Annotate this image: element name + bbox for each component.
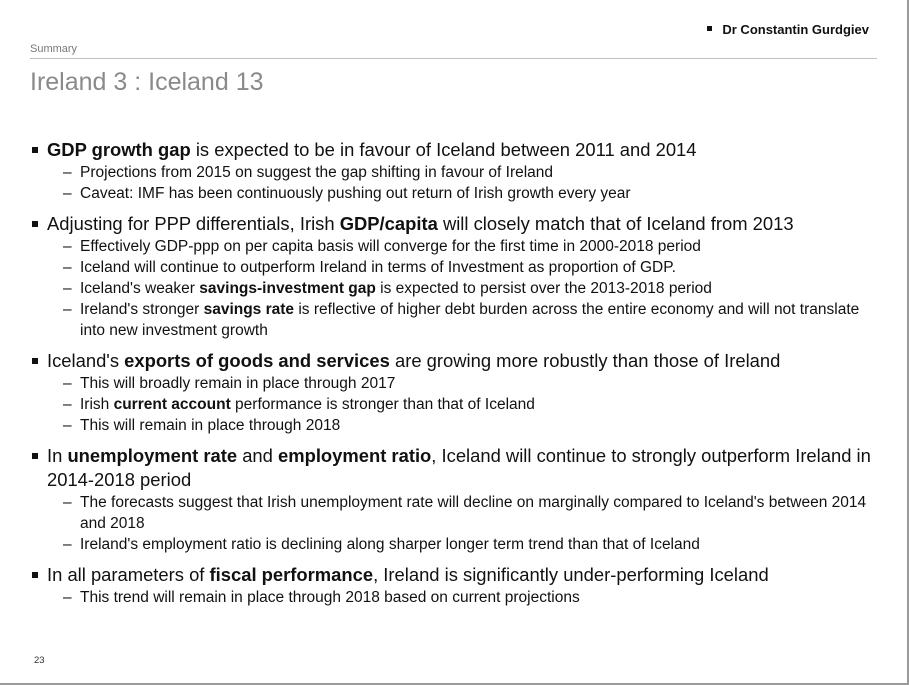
sub-bullet-text: [80, 394, 880, 415]
text-run: , Iceland will continue to strongly outperform Ireland in 2014-2018 period: [47, 445, 871, 490]
dash-bullet-icon: –: [63, 494, 72, 511]
text-run: This will remain in place through 2018: [80, 417, 341, 434]
bold-text: GDP growth gap: [47, 139, 191, 160]
sub-bullet-text: [80, 299, 880, 341]
sub-bullet-item: [30, 394, 880, 415]
dash-bullet-icon: –: [63, 375, 72, 392]
square-bullet-icon: [30, 349, 47, 373]
sub-bullet-item: [30, 534, 880, 555]
dash-bullet-icon: –: [63, 396, 72, 413]
sub-bullet-text: [80, 162, 880, 183]
dash-bullet-icon: –: [63, 185, 72, 202]
sub-bullet-list: [30, 492, 880, 555]
text-run: will closely match that of Iceland from 2013: [437, 213, 794, 234]
square-bullet-icon: [707, 26, 712, 31]
bullet-item: [30, 563, 880, 587]
sub-bullet-item: [30, 373, 880, 394]
sub-bullet-item: [30, 415, 880, 436]
sub-bullet-text: [80, 415, 880, 436]
square-bullet-icon: [30, 563, 47, 587]
bold-text: fiscal performance: [209, 564, 374, 585]
sub-bullet-list: [30, 373, 880, 436]
dash-bullet-icon: –: [63, 301, 72, 318]
text-run: Adjusting for PPP differentials, Irish: [47, 213, 340, 234]
text-run: Iceland's: [47, 350, 125, 371]
slide-title: Ireland 3 : Iceland 13: [30, 68, 264, 96]
sub-bullet-item: [30, 587, 880, 608]
dash-bullet-icon: –: [63, 280, 72, 297]
text-run: performance is stronger than that of Iceland: [230, 396, 535, 413]
author-label: [707, 22, 869, 37]
text-run: The forecasts suggest that Irish unemployment rate will decline on marginally compared to Iceland's between 2014 and 2018: [80, 494, 867, 532]
bullet-list: [30, 138, 880, 616]
sub-bullet-text: [80, 236, 880, 257]
square-bullet-icon: [30, 444, 47, 492]
sub-bullet-item: [30, 299, 880, 341]
dash-bullet-icon: –: [63, 259, 72, 276]
text-run: In all parameters of: [47, 564, 210, 585]
bullet-text: [47, 563, 880, 587]
sub-bullet-item: [30, 278, 880, 299]
dash-bullet-icon: –: [63, 164, 72, 181]
sub-bullet-text: [80, 183, 880, 204]
text-run: Projections from 2015 on suggest the gap shifting in favour of Ireland: [80, 164, 554, 181]
text-run: are growing more robustly than those of Ireland: [389, 350, 781, 371]
bold-text: GDP/capita: [339, 213, 438, 234]
text-run: is reflective of higher debt burden across the entire economy and will not translate into new investment growth: [80, 301, 860, 339]
header-divider: [30, 58, 877, 59]
text-run: In: [47, 445, 68, 466]
sub-bullet-text: [80, 373, 880, 394]
sub-bullet-list: [30, 162, 880, 204]
sub-bullet-text: [80, 534, 880, 555]
dash-bullet-icon: –: [63, 417, 72, 434]
dash-bullet-icon: –: [63, 536, 72, 553]
bullet-item: [30, 444, 880, 492]
bold-text: unemployment rate: [67, 445, 238, 466]
bullet-text: [47, 444, 880, 492]
bold-text: employment ratio: [278, 445, 432, 466]
bold-text: savings-investment gap: [199, 280, 376, 297]
text-run: Ireland's stronger: [80, 301, 204, 318]
sub-bullet-list: [30, 236, 880, 341]
bullet-text: [47, 138, 880, 162]
bullet-item: [30, 212, 880, 236]
page-number: 23: [34, 655, 45, 666]
text-run: Caveat: IMF has been continuously pushing out return of Irish growth every year: [80, 185, 631, 202]
bold-text: savings rate: [203, 301, 295, 318]
text-run: Effectively GDP-ppp on per capita basis will converge for the first time in 2000-2018 period: [80, 238, 701, 255]
bold-text: exports of goods and services: [124, 350, 390, 371]
sub-bullet-item: [30, 236, 880, 257]
text-run: This will broadly remain in place through 2017: [80, 375, 396, 392]
text-run: and: [237, 445, 278, 466]
sub-bullet-item: [30, 162, 880, 183]
author-name: Dr Constantin Gurdgiev: [722, 22, 869, 37]
sub-bullet-item: [30, 492, 880, 534]
bullet-item: [30, 138, 880, 162]
square-bullet-icon: [30, 212, 47, 236]
bullet-text: [47, 349, 880, 373]
text-run: Iceland's weaker: [80, 280, 200, 297]
sub-bullet-text: [80, 278, 880, 299]
bold-text: current account: [113, 396, 231, 413]
dash-bullet-icon: –: [63, 238, 72, 255]
text-run: , Ireland is significantly under-performing Iceland: [373, 564, 769, 585]
text-run: Iceland will continue to outperform Ireland in terms of Investment as proportion of GDP.: [80, 259, 676, 276]
sub-bullet-text: [80, 492, 880, 534]
text-run: is expected to be in favour of Iceland between 2011 and 2014: [190, 139, 697, 160]
bullet-item: [30, 349, 880, 373]
text-run: Ireland's employment ratio is declining along sharper longer term trend than that of Iceland: [80, 536, 700, 553]
sub-bullet-item: [30, 183, 880, 204]
text-run: is expected to persist over the 2013-2018 period: [375, 280, 712, 297]
dash-bullet-icon: –: [63, 589, 72, 606]
sub-bullet-text: [80, 587, 880, 608]
sub-bullet-list: [30, 587, 880, 608]
text-run: This trend will remain in place through 2018 based on current projections: [80, 589, 580, 606]
square-bullet-icon: [30, 138, 47, 162]
sub-bullet-item: [30, 257, 880, 278]
bullet-text: [47, 212, 880, 236]
text-run: Irish: [80, 396, 114, 413]
section-label: Summary: [30, 43, 78, 55]
sub-bullet-text: [80, 257, 880, 278]
